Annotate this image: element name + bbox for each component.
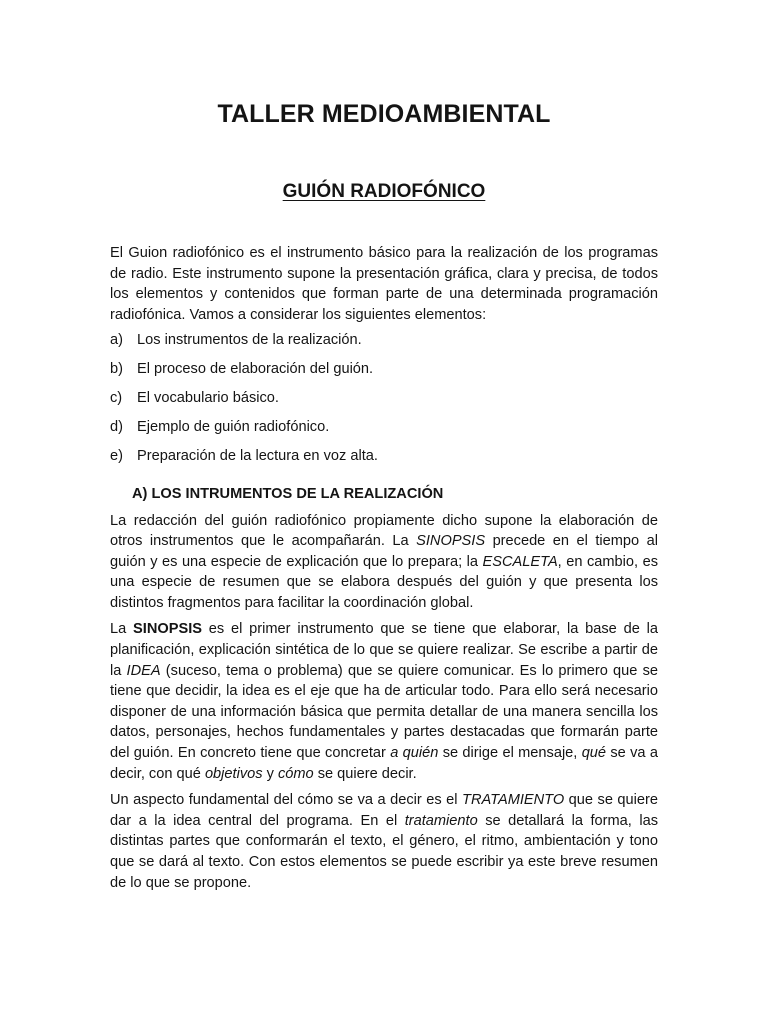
emphasis-text: TRATAMIENTO: [462, 792, 565, 809]
list-item: [110, 388, 658, 409]
list-item-label: d): [110, 419, 123, 436]
list-item-text: Preparación de la lectura en voz alta.: [137, 448, 378, 465]
list-item-text: Ejemplo de guión radiofónico.: [137, 419, 330, 436]
paragraph-text: se detallará la forma, las distintas partes que conformarán el texto, el género, el ritmo, ambientación y tono que se dará al texto. Con estos elementos se puede escribir ya este breve resumen de lo que se propone.: [110, 812, 658, 891]
paragraph-text: es el primer instrumento que se tiene que elaborar, la base de la planificación, explicación sintética de lo que se quiere realizar. Se escribe a partir de la: [110, 621, 658, 679]
paragraph-text: La: [110, 621, 134, 638]
emphasis-text: ESCALETA: [482, 553, 558, 570]
document-title: TALLER MEDIOAMBIENTAL: [217, 100, 551, 128]
list-item: [110, 330, 658, 351]
list-item: [110, 417, 658, 438]
list-item-label: e): [110, 448, 123, 465]
list-item-label: c): [110, 390, 123, 407]
list-item-text: El vocabulario básico.: [137, 390, 279, 407]
emphasis-text: IDEA: [126, 662, 161, 679]
emphasis-text: cómo: [277, 765, 314, 782]
intro-text: El Guion radiofónico es el instrumento básico para la realización de los programas de radio. Este instrumento supone la presentación gráfica, clara y precisa, de todos los elementos y contenidos que forman parte de una determinada programación radiofónica. Vamos a considerar los siguientes elementos:: [110, 245, 658, 323]
list-item-text: El proceso de elaboración del guión.: [137, 361, 374, 378]
sinopsis-paragraph: [110, 619, 658, 784]
emphasis-text: a quién: [390, 745, 439, 762]
paragraph-text: se va a decir, con qué: [110, 745, 658, 782]
emphasis-text: objetivos: [204, 765, 263, 782]
list-item-label: a): [110, 332, 123, 349]
bold-text: SINOPSIS: [133, 621, 202, 638]
paragraph-text: precede en el tiempo al guión y es una especie de explicación que lo prepara; la: [110, 533, 658, 570]
document-subtitle: GUIÓN RADIOFÓNICO: [282, 181, 486, 202]
elements-list: [110, 330, 658, 467]
tratamiento-paragraph: [110, 790, 658, 893]
paragraph-text: (suceso, tema o problema) que se quiere comunicar. Es lo primero que se tiene que decidir, la idea es el eje que ha de articular todo. Para ello será necesario disponer de una información básica que permita detallar de una manera sencilla los datos, personajes, hechos fundamentales y partes destacadas que formarán parte del guión. En concreto tiene que concretar: [110, 662, 658, 762]
paragraph-text: La redacción del guión radiofónico propiamente dicho supone la elaboración de otros instrumentos que le acompañarán. La: [110, 512, 658, 550]
document-body: [110, 243, 658, 893]
paragraph-text: , en cambio, es una especie de resumen que se elabora después del guión y que presenta los distintos fragmentos para facilitar la coordinación global.: [110, 553, 658, 611]
paragraph-text: que se quiere dar a la idea central del programa. En el: [110, 792, 658, 829]
section-heading: A) LOS INTRUMENTOS DE LA REALIZACIÓN: [132, 485, 444, 502]
emphasis-text: qué: [581, 745, 607, 762]
paragraph-text: se dirige el mensaje,: [438, 745, 582, 762]
list-item-text: Los instrumentos de la realización.: [137, 332, 362, 349]
sinopsis-escaleta-paragraph: [110, 511, 658, 614]
paragraph-text: Un aspecto fundamental del cómo se va a decir es el: [110, 792, 463, 809]
list-item: [110, 446, 658, 467]
intro-paragraph: [110, 243, 658, 325]
list-item: [110, 359, 658, 380]
emphasis-text: SINOPSIS: [416, 533, 486, 550]
paragraph-text: se quiere decir.: [313, 765, 417, 782]
paragraph-text: y: [262, 765, 278, 782]
emphasis-text: tratamiento: [404, 812, 478, 829]
list-item-label: b): [110, 361, 123, 378]
